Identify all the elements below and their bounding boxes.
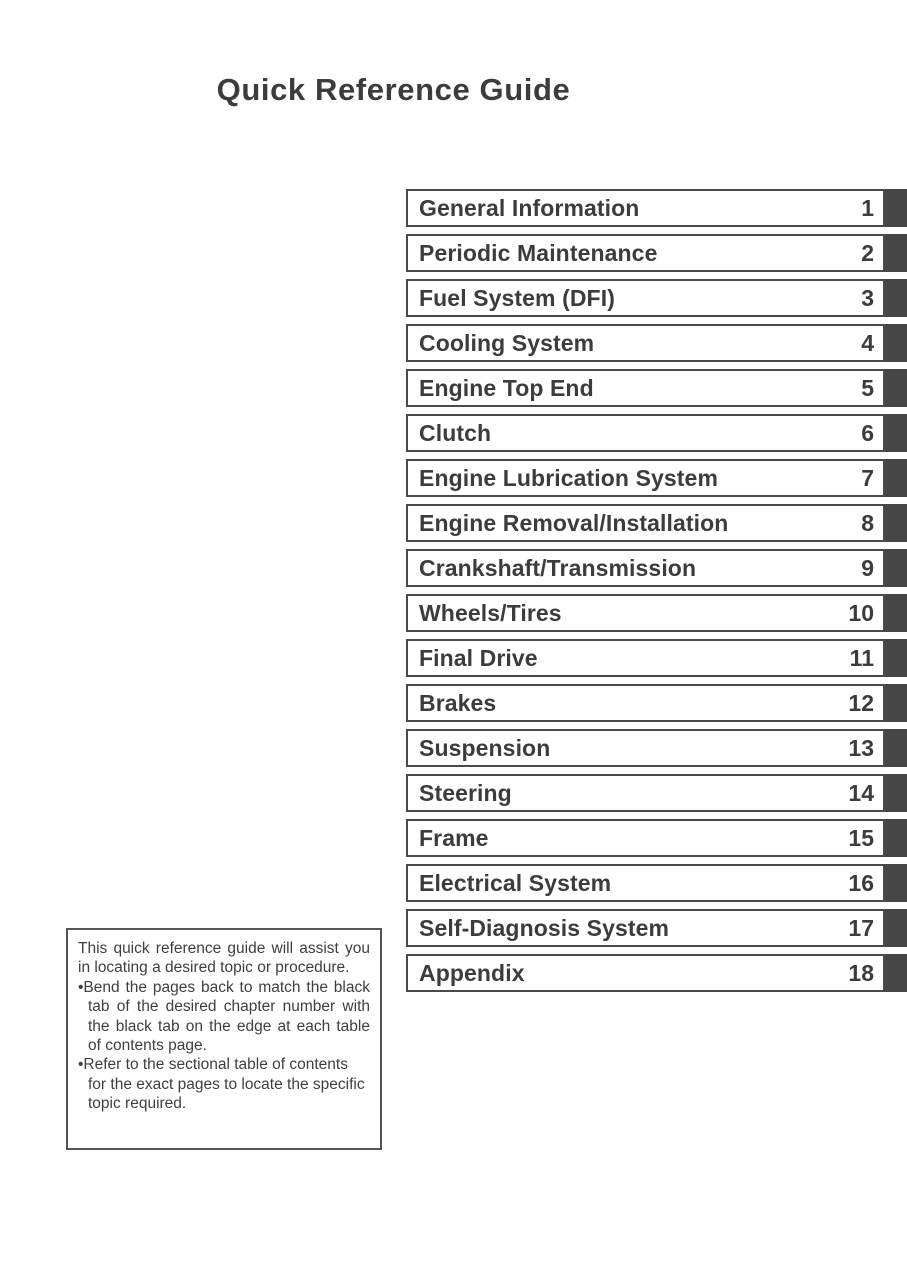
chapter-black-tab: [885, 279, 907, 317]
chapter-row[interactable]: [406, 819, 907, 857]
note-bullet-item: •Refer to the sectional table of contents for the exact pages to locate the specific topic required.: [78, 1056, 365, 1113]
chapter-number: 1: [861, 194, 874, 221]
chapter-number: 14: [848, 779, 874, 806]
chapter-number: 9: [861, 554, 874, 581]
chapter-black-tab: [885, 549, 907, 587]
chapter-label: Suspension: [419, 734, 551, 761]
chapter-row[interactable]: [406, 864, 907, 902]
chapter-label: Wheels/Tires: [419, 599, 562, 626]
chapter-black-tab: [885, 819, 907, 857]
chapter-label: Cooling System: [419, 329, 595, 356]
chapter-entry-8[interactable]: [406, 504, 885, 542]
chapter-black-tab: [885, 684, 907, 722]
chapter-row[interactable]: [406, 774, 907, 812]
chapter-row[interactable]: [406, 909, 907, 947]
chapter-number: 3: [861, 284, 874, 311]
chapter-entry-14[interactable]: [406, 774, 885, 812]
chapter-row[interactable]: [406, 639, 907, 677]
chapter-number: 18: [848, 959, 874, 986]
chapter-label: Periodic Maintenance: [419, 239, 658, 266]
chapter-row[interactable]: [406, 414, 907, 452]
chapter-number: 11: [849, 644, 874, 671]
chapter-row[interactable]: [406, 549, 907, 587]
chapter-entry-9[interactable]: [406, 549, 885, 587]
chapter-label: Engine Lubrication System: [419, 464, 718, 491]
chapter-number: 2: [861, 239, 874, 266]
note-bullet-item: •Bend the pages back to match the black tab of the desired chapter number with the black tab on the edge at each table of contents page.: [78, 978, 370, 1055]
chapter-row[interactable]: [406, 234, 907, 272]
chapter-black-tab: [885, 234, 907, 272]
chapter-black-tab: [885, 189, 907, 227]
chapter-black-tab: [885, 459, 907, 497]
chapter-black-tab: [885, 909, 907, 947]
chapter-number: 6: [861, 419, 874, 446]
chapter-label: Steering: [419, 779, 512, 806]
chapter-row[interactable]: [406, 279, 907, 317]
note-intro-paragraph: This quick reference guide will assist you in locating a desired topic or procedure.: [78, 940, 370, 977]
chapter-row[interactable]: [406, 594, 907, 632]
chapter-black-tab: [885, 954, 907, 992]
chapter-number: 17: [848, 914, 874, 941]
chapter-black-tab: [885, 774, 907, 812]
chapter-label: Clutch: [419, 419, 492, 446]
chapter-label: Crankshaft/Transmission: [419, 554, 697, 581]
chapter-label: Engine Top End: [419, 374, 594, 401]
chapter-entry-16[interactable]: [406, 864, 885, 902]
chapter-number: 10: [848, 599, 874, 626]
chapter-black-tab: [885, 594, 907, 632]
chapter-label: Brakes: [419, 689, 497, 716]
chapter-number: 16: [848, 869, 874, 896]
chapter-entry-18[interactable]: [406, 954, 885, 992]
chapter-list: [406, 189, 907, 999]
page-title: Quick Reference Guide: [216, 72, 571, 107]
chapter-entry-1[interactable]: [406, 189, 885, 227]
chapter-label: Engine Removal/Installation: [419, 509, 729, 536]
chapter-label: Frame: [419, 824, 489, 851]
chapter-row[interactable]: [406, 324, 907, 362]
chapter-entry-2[interactable]: [406, 234, 885, 272]
chapter-entry-4[interactable]: [406, 324, 885, 362]
chapter-entry-15[interactable]: [406, 819, 885, 857]
chapter-number: 12: [848, 689, 874, 716]
chapter-entry-10[interactable]: [406, 594, 885, 632]
chapter-label: Fuel System (DFI): [419, 284, 615, 311]
chapter-label: Final Drive: [419, 644, 538, 671]
chapter-black-tab: [885, 864, 907, 902]
chapter-entry-17[interactable]: [406, 909, 885, 947]
instructions-note-box: [66, 928, 382, 1150]
chapter-row[interactable]: [406, 369, 907, 407]
chapter-row[interactable]: [406, 459, 907, 497]
chapter-black-tab: [885, 504, 907, 542]
chapter-black-tab: [885, 729, 907, 767]
chapter-entry-6[interactable]: [406, 414, 885, 452]
chapter-number: 4: [861, 329, 874, 356]
chapter-row[interactable]: [406, 729, 907, 767]
chapter-label: Electrical System: [419, 869, 612, 896]
chapter-row[interactable]: [406, 504, 907, 542]
chapter-number: 13: [848, 734, 874, 761]
chapter-black-tab: [885, 324, 907, 362]
chapter-row[interactable]: [406, 954, 907, 992]
chapter-number: 5: [861, 374, 874, 401]
chapter-entry-12[interactable]: [406, 684, 885, 722]
chapter-number: 7: [861, 464, 874, 491]
chapter-entry-7[interactable]: [406, 459, 885, 497]
chapter-number: 8: [861, 509, 874, 536]
chapter-label: Self-Diagnosis System: [419, 914, 670, 941]
chapter-entry-11[interactable]: [406, 639, 885, 677]
chapter-label: General Information: [419, 194, 640, 221]
chapter-label: Appendix: [419, 959, 525, 986]
chapter-entry-5[interactable]: [406, 369, 885, 407]
chapter-entry-3[interactable]: [406, 279, 885, 317]
chapter-black-tab: [885, 414, 907, 452]
chapter-row[interactable]: [406, 684, 907, 722]
chapter-row[interactable]: [406, 189, 907, 227]
chapter-number: 15: [848, 824, 874, 851]
chapter-black-tab: [885, 369, 907, 407]
chapter-entry-13[interactable]: [406, 729, 885, 767]
chapter-black-tab: [885, 639, 907, 677]
